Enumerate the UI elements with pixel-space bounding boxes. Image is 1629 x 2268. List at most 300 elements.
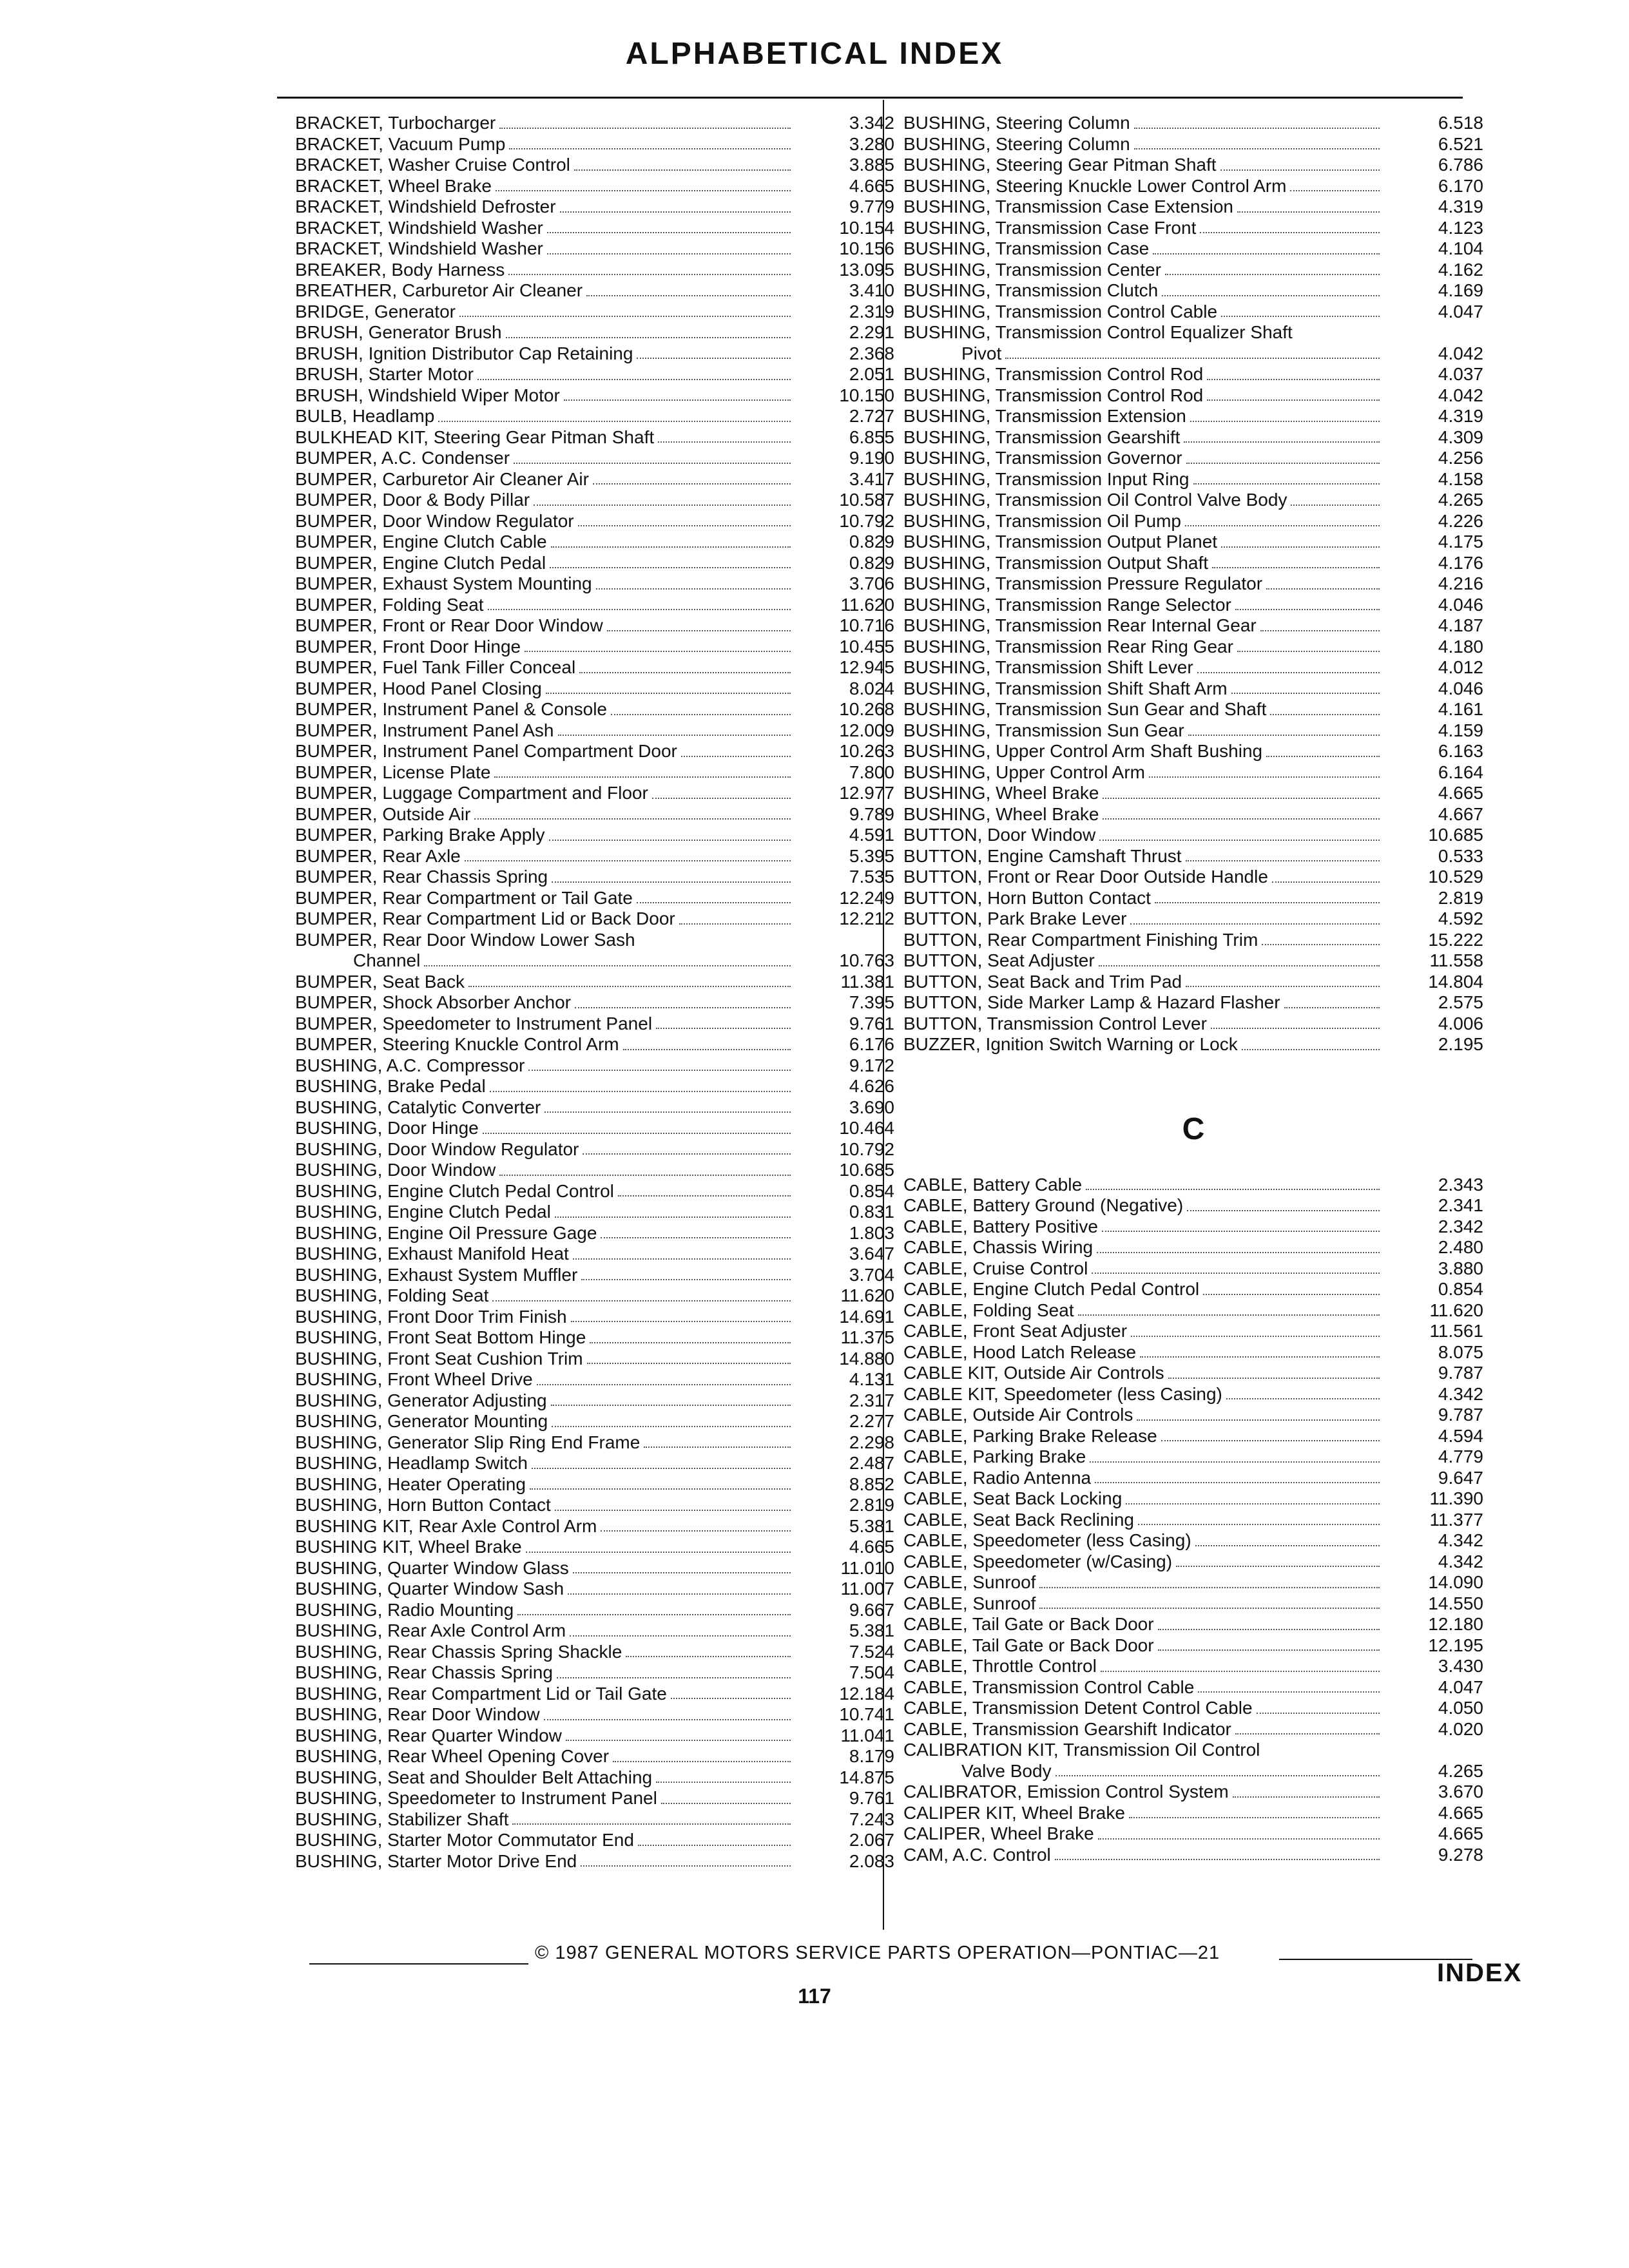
entry-name: BUMPER, Engine Clutch Cable	[295, 532, 547, 552]
dot-leader	[656, 1028, 791, 1029]
dot-leader	[492, 1300, 791, 1302]
footer-section-label: INDEX	[1437, 1959, 1523, 1987]
entry-page-ref: 2.083	[849, 1850, 894, 1871]
entry-page-ref: 2.368	[849, 343, 894, 363]
dot-leader	[546, 693, 791, 694]
entry-name: CABLE, Transmission Detent Control Cable	[903, 1698, 1253, 1718]
entry-name: CABLE, Throttle Control	[903, 1656, 1097, 1676]
index-entry	[295, 657, 894, 678]
index-entry	[903, 385, 1483, 407]
index-entry	[295, 427, 894, 448]
index-entry	[295, 1788, 894, 1809]
entry-page-ref: 2.298	[849, 1432, 894, 1452]
entry-page-ref: 6.521	[1438, 133, 1483, 154]
dot-leader	[508, 274, 791, 275]
entry-name: BUSHING, Steering Column	[903, 113, 1130, 133]
entry-page-ref: 10.154	[839, 217, 894, 238]
entry-page-ref: 4.175	[1438, 532, 1483, 552]
entry-name: BUSHING, Transmission Governor	[903, 448, 1182, 468]
entry-name: BUSHING, Starter Motor Commutator End	[295, 1830, 634, 1850]
entry-name: BUSHING, Transmission Pressure Regulator	[903, 573, 1263, 593]
entry-page-ref: 10.464	[839, 1118, 894, 1138]
entry-name: BUMPER, Rear Compartment Lid or Back Door	[295, 908, 675, 928]
dot-leader	[568, 1593, 791, 1595]
dot-leader	[1207, 399, 1380, 401]
index-entry	[903, 1384, 1483, 1405]
index-entry	[903, 113, 1483, 134]
index-entry	[295, 1725, 894, 1747]
entry-page-ref: 14.691	[839, 1306, 894, 1327]
dot-leader	[1231, 693, 1380, 694]
index-entry	[295, 1307, 894, 1328]
entry-name: BUTTON, Door Window	[903, 825, 1096, 845]
entry-page-ref: 10.716	[839, 615, 894, 635]
dot-leader	[525, 651, 791, 652]
dot-leader	[459, 316, 791, 317]
entry-name: BUMPER, Steering Knuckle Control Arm	[295, 1034, 619, 1054]
entry-name: BUSHING, Generator Mounting	[295, 1411, 548, 1431]
index-entry	[903, 1740, 1483, 1782]
dot-leader	[1184, 441, 1380, 443]
entry-name: CABLE, Parking Brake	[903, 1446, 1086, 1466]
entry-page-ref: 10.685	[839, 1160, 894, 1180]
entry-name: BUSHING, Front Wheel Drive	[295, 1369, 533, 1389]
index-entry	[903, 364, 1483, 385]
entry-page-ref: 0.829	[849, 532, 894, 552]
index-entry	[903, 762, 1483, 783]
entry-name: BUSHING, Transmission Case Extension	[903, 197, 1233, 216]
index-entry	[295, 867, 894, 888]
entry-name: BUSHING, Transmission Gearshift	[903, 427, 1181, 447]
index-entry	[903, 950, 1483, 972]
entry-name: CABLE KIT, Outside Air Controls	[903, 1363, 1164, 1383]
index-entry	[903, 908, 1483, 930]
dot-leader	[1092, 1273, 1380, 1274]
index-entry	[903, 1823, 1483, 1845]
index-entry	[903, 1237, 1483, 1258]
index-entry	[295, 741, 894, 762]
dot-leader	[465, 860, 791, 861]
index-entry	[295, 1851, 894, 1872]
index-entry	[903, 615, 1483, 637]
entry-name: BUSHING, Generator Slip Ring End Frame	[295, 1432, 641, 1452]
entry-name: CALIPER, Wheel Brake	[903, 1823, 1094, 1843]
entry-name: BUSHING, Transmission Center	[903, 259, 1161, 280]
entry-page-ref: 6.176	[849, 1034, 894, 1054]
entry-name: BUTTON, Horn Button Contact	[903, 887, 1151, 908]
entry-page-ref: 9.787	[1438, 1405, 1483, 1425]
entry-page-ref: 6.855	[849, 427, 894, 447]
entry-name: BUMPER, Front or Rear Door Window	[295, 615, 603, 635]
entry-name: BUSHING, Transmission Sun Gear and Shaft	[903, 699, 1267, 719]
dot-leader	[1140, 1356, 1380, 1358]
page-title: ALPHABETICAL INDEX	[625, 37, 1004, 71]
entry-name: BUSHING, Rear Wheel Opening Cover	[295, 1746, 610, 1766]
dot-leader	[1078, 1314, 1380, 1316]
index-entry	[295, 1097, 894, 1119]
dot-leader	[1193, 483, 1380, 485]
dot-leader	[1158, 1649, 1380, 1651]
dot-leader	[496, 190, 791, 191]
index-entry	[903, 637, 1483, 658]
index-entry	[295, 1516, 894, 1537]
entry-page-ref: 8.024	[849, 678, 894, 698]
index-entry	[903, 783, 1483, 804]
entry-name: BUSHING, Quarter Window Glass	[295, 1557, 569, 1578]
entry-name: BUMPER, A.C. Condenser	[295, 448, 510, 468]
entry-page-ref: 4.626	[849, 1076, 894, 1096]
dot-leader	[611, 714, 791, 715]
entry-name: BUSHING, Transmission Output Planet	[903, 532, 1218, 552]
dot-leader	[424, 965, 791, 966]
index-entry	[903, 846, 1483, 867]
index-entry	[295, 490, 894, 511]
dot-leader	[1291, 505, 1380, 506]
entry-page-ref: 12.249	[839, 887, 894, 908]
entry-name: BUMPER, Fuel Tank Filler Conceal	[295, 657, 576, 677]
index-entry	[903, 1552, 1483, 1573]
entry-name: BUSHING, Transmission Output Shaft	[903, 552, 1209, 573]
dot-leader	[590, 1342, 791, 1343]
dot-leader	[1168, 1378, 1380, 1379]
entry-page-ref: 11.377	[1429, 1509, 1483, 1530]
entry-name: BUMPER, Shock Absorber Anchor	[295, 992, 571, 1012]
dot-leader	[1198, 1691, 1380, 1693]
index-entry	[903, 699, 1483, 720]
dot-leader	[514, 463, 791, 464]
entry-name: BUMPER, Outside Air	[295, 803, 471, 824]
dot-leader	[1039, 1608, 1380, 1609]
dot-leader	[1207, 379, 1380, 380]
entry-page-ref: 2.575	[1438, 992, 1483, 1012]
entry-page-ref: 0.854	[849, 1180, 894, 1201]
index-entry	[903, 1635, 1483, 1657]
entry-name: CABLE, Tail Gate or Back Door	[903, 1614, 1154, 1634]
index-entry	[295, 783, 894, 804]
dot-leader	[1272, 881, 1380, 883]
dot-leader	[1090, 1461, 1380, 1463]
index-entry	[903, 1698, 1483, 1719]
entry-name: BUMPER, Instrument Panel & Console	[295, 699, 607, 719]
entry-name: BUSHING, Exhaust System Muffler	[295, 1264, 578, 1285]
entry-name: CABLE KIT, Speedometer (less Casing)	[903, 1383, 1222, 1404]
dot-leader	[494, 776, 791, 778]
index-entry	[295, 1432, 894, 1454]
entry-name: BRACKET, Windshield Washer	[295, 238, 543, 258]
dot-leader	[637, 358, 791, 359]
entry-name: BUSHING, Transmission Control Rod	[903, 364, 1204, 384]
entry-page-ref: 4.309	[1438, 427, 1483, 447]
entry-name: BUSHING, Rear Chassis Spring Shackle	[295, 1641, 622, 1662]
index-entry	[903, 1279, 1483, 1300]
dot-leader	[587, 1363, 791, 1364]
entry-page-ref: 4.047	[1438, 301, 1483, 322]
dot-leader	[1055, 1775, 1380, 1776]
index-column-left	[295, 113, 894, 1872]
dot-leader	[575, 1007, 791, 1008]
index-entry	[903, 867, 1483, 888]
entry-page-ref: 12.195	[1428, 1635, 1483, 1655]
entry-page-ref: 11.558	[1429, 950, 1483, 970]
index-entry	[295, 720, 894, 742]
entry-page-ref: 6.163	[1438, 741, 1483, 761]
dot-leader	[1134, 148, 1380, 149]
index-entry	[295, 197, 894, 218]
index-entry	[295, 1118, 894, 1139]
index-entry	[295, 364, 894, 385]
entry-page-ref: 3.670	[1438, 1782, 1483, 1802]
index-entry	[295, 972, 894, 993]
entry-name: BULB, Headlamp	[295, 406, 435, 426]
entry-page-ref: 4.319	[1438, 197, 1483, 216]
entry-name: BUTTON, Rear Compartment Finishing Trim	[903, 929, 1258, 950]
entry-name: BREATHER, Carburetor Air Cleaner	[295, 280, 583, 300]
dot-leader	[601, 1237, 791, 1238]
entry-page-ref: 8.179	[849, 1746, 894, 1766]
entry-page-ref: 0.831	[849, 1202, 894, 1222]
index-entry	[295, 699, 894, 720]
index-entry	[295, 1223, 894, 1244]
entry-name: BUTTON, Seat Back and Trim Pad	[903, 971, 1182, 992]
index-entry	[295, 1537, 894, 1558]
index-entry	[295, 825, 894, 846]
index-entry	[903, 1572, 1483, 1593]
dot-leader	[661, 1803, 791, 1804]
dot-leader	[1237, 211, 1380, 213]
entry-name: BUTTON, Front or Rear Door Outside Handle	[903, 867, 1268, 887]
index-entry	[295, 1809, 894, 1831]
dot-leader	[1260, 630, 1380, 631]
index-entry	[903, 469, 1483, 490]
entry-name: BUMPER, Hood Panel Closing	[295, 678, 542, 698]
dot-leader	[547, 253, 791, 255]
dot-leader	[566, 1740, 791, 1741]
dot-leader	[593, 483, 791, 485]
index-entry	[295, 1349, 894, 1370]
section-letter-c: C	[1182, 1111, 1205, 1146]
dot-leader	[671, 1698, 791, 1699]
entry-name: BUSHING KIT, Rear Axle Control Arm	[295, 1515, 597, 1536]
dot-leader	[1137, 1419, 1380, 1421]
index-entry	[295, 1579, 894, 1600]
entry-page-ref: 4.169	[1438, 280, 1483, 300]
entry-page-ref: 4.665	[1438, 1823, 1483, 1843]
entry-page-ref: 12.180	[1428, 1614, 1483, 1634]
entry-name: BUMPER, Carburetor Air Cleaner Air	[295, 468, 589, 489]
entry-page-ref: 14.550	[1428, 1593, 1483, 1613]
dot-leader	[1129, 1817, 1380, 1818]
dot-leader	[490, 1091, 791, 1092]
dot-leader	[558, 735, 791, 736]
entry-name: BRACKET, Vacuum Pump	[295, 133, 506, 154]
dot-leader	[1235, 1733, 1380, 1735]
entry-name: BRUSH, Ignition Distributor Cap Retaining	[295, 343, 633, 363]
dot-leader	[681, 756, 791, 757]
index-entry	[295, 762, 894, 783]
index-entry	[903, 1488, 1483, 1510]
dot-leader	[1211, 1028, 1380, 1029]
entry-page-ref: 10.741	[839, 1704, 894, 1724]
entry-name: BUSHING, Transmission Case	[903, 238, 1150, 258]
dot-leader	[551, 546, 791, 548]
entry-page-ref: 8.852	[849, 1474, 894, 1494]
index-entry	[903, 427, 1483, 448]
dot-leader	[534, 505, 791, 506]
entry-page-ref: 4.667	[1438, 803, 1483, 824]
entry-page-ref: 4.012	[1438, 657, 1483, 677]
dot-leader	[1126, 1503, 1380, 1504]
entry-name: BUZZER, Ignition Switch Warning or Lock	[903, 1034, 1238, 1054]
entry-name: BUSHING, Steering Gear Pitman Shaft	[903, 155, 1217, 175]
index-entry	[295, 134, 894, 155]
entry-page-ref: 4.042	[1438, 343, 1483, 363]
entry-page-ref: 10.685	[1428, 825, 1483, 845]
index-entry	[295, 155, 894, 176]
index-entry	[903, 1656, 1483, 1677]
entry-name: BUSHING, Transmission Rear Ring Gear	[903, 636, 1233, 657]
index-entry	[295, 1684, 894, 1705]
entry-page-ref: 14.804	[1428, 971, 1483, 992]
entry-page-ref: 10.763	[839, 950, 894, 970]
dot-leader	[1005, 358, 1380, 359]
entry-page-ref: 12.212	[839, 908, 894, 928]
entry-page-ref: 4.050	[1438, 1698, 1483, 1718]
index-entry	[295, 1558, 894, 1579]
entry-page-ref: 10.268	[839, 699, 894, 719]
index-entry	[295, 343, 894, 365]
entry-page-ref: 9.789	[849, 803, 894, 824]
entry-name: BUSHING, Front Seat Cushion Trim	[295, 1348, 583, 1369]
entry-page-ref: 4.187	[1438, 615, 1483, 635]
entry-name: BUSHING, Upper Control Arm Shaft Bushing	[903, 741, 1263, 761]
entry-page-ref: 2.317	[849, 1390, 894, 1410]
entry-page-ref: 3.690	[849, 1097, 894, 1117]
entry-name: CABLE, Seat Back Reclining	[903, 1509, 1134, 1530]
dot-leader	[517, 1614, 791, 1615]
entry-page-ref: 4.046	[1438, 678, 1483, 698]
dot-leader	[573, 1572, 791, 1573]
entry-name: BUSHING, Starter Motor Drive End	[295, 1850, 577, 1871]
index-entry	[295, 260, 894, 281]
dot-leader	[560, 211, 791, 213]
entry-name: BUSHING, Rear Compartment Lid or Tail Gate	[295, 1683, 667, 1704]
dot-leader	[1153, 253, 1380, 255]
index-entry	[903, 1216, 1483, 1238]
dot-leader	[1097, 1252, 1380, 1253]
index-entry	[903, 302, 1483, 323]
dot-leader	[1102, 1231, 1380, 1232]
entry-page-ref: 4.042	[1438, 385, 1483, 405]
index-entry	[903, 1719, 1483, 1740]
dot-leader	[1186, 860, 1380, 861]
entry-name: BUMPER, Parking Brake Apply	[295, 825, 545, 845]
entry-page-ref: 4.047	[1438, 1677, 1483, 1697]
entry-page-ref: 6.164	[1438, 762, 1483, 782]
dot-leader	[1158, 1629, 1380, 1630]
entry-page-ref: 0.854	[1438, 1279, 1483, 1299]
entry-page-ref: 4.020	[1438, 1718, 1483, 1739]
dot-leader	[644, 1446, 791, 1448]
entry-page-ref: 11.620	[1429, 1300, 1483, 1320]
entry-name: CAM, A.C. Control	[903, 1844, 1051, 1865]
entry-page-ref: 3.706	[849, 573, 894, 593]
entry-page-ref: 6.518	[1438, 113, 1483, 133]
entry-page-ref: 10.455	[839, 636, 894, 657]
entry-page-ref: 4.592	[1438, 908, 1483, 928]
entry-name-continued: Pivot	[961, 343, 1002, 363]
index-entry	[295, 1390, 894, 1412]
entry-page-ref: 4.665	[1438, 783, 1483, 803]
dot-leader	[544, 1719, 791, 1720]
entry-page-ref: 12.945	[839, 657, 894, 677]
entry-page-ref: 4.256	[1438, 448, 1483, 468]
entry-page-ref: 15.222	[1428, 929, 1483, 950]
entry-page-ref: 10.150	[839, 385, 894, 405]
index-entry	[295, 322, 894, 343]
entry-page-ref: 14.090	[1428, 1572, 1483, 1592]
entry-page-ref: 2.819	[1438, 887, 1483, 908]
index-entry	[295, 553, 894, 574]
dot-leader	[537, 1384, 791, 1385]
index-entry	[903, 1446, 1483, 1468]
dot-leader	[1284, 1007, 1380, 1008]
entry-name: CABLE, Speedometer (less Casing)	[903, 1530, 1191, 1550]
dot-leader	[1233, 1796, 1380, 1798]
dot-leader	[1138, 1524, 1380, 1525]
dot-leader	[1290, 190, 1380, 191]
index-entry	[295, 280, 894, 302]
entry-page-ref: 3.430	[1438, 1656, 1483, 1676]
entry-name: BUSHING, Door Window Regulator	[295, 1139, 579, 1159]
entry-page-ref: 4.037	[1438, 364, 1483, 384]
entry-name: BUSHING, Rear Quarter Window	[295, 1725, 562, 1745]
entry-page-ref: 9.779	[849, 197, 894, 216]
dot-leader	[552, 881, 791, 883]
entry-name: BUMPER, License Plate	[295, 762, 491, 782]
index-entry	[295, 930, 894, 972]
dot-leader	[1235, 609, 1380, 610]
entry-name: BUSHING, Transmission Oil Control Valve Body	[903, 490, 1287, 510]
entry-name: BUMPER, Rear Door Window Lower Sash	[295, 929, 635, 950]
dot-leader	[1221, 546, 1380, 548]
index-entry	[295, 573, 894, 595]
entry-name: CABLE, Transmission Control Cable	[903, 1677, 1195, 1697]
dot-leader	[564, 399, 791, 401]
entry-page-ref: 10.792	[839, 1139, 894, 1159]
dot-leader	[528, 1070, 791, 1071]
dot-leader	[618, 1195, 791, 1196]
index-entry	[295, 1139, 894, 1160]
dot-leader	[1220, 169, 1380, 171]
dot-leader	[596, 588, 791, 590]
entry-name: BUSHING, Transmission Clutch	[903, 280, 1159, 300]
entry-name: BUSHING, Transmission Oil Pump	[903, 510, 1181, 531]
entry-page-ref: 8.075	[1438, 1341, 1483, 1362]
entry-name: CABLE, Speedometer (w/Casing)	[903, 1551, 1173, 1571]
entry-page-ref: 12.009	[839, 720, 894, 740]
dot-leader	[1103, 818, 1380, 820]
index-entry	[903, 511, 1483, 532]
index-entry	[295, 1495, 894, 1516]
entry-name: BUSHING, Transmission Shift Lever	[903, 657, 1193, 677]
entry-name: BUMPER, Instrument Panel Compartment Door	[295, 741, 677, 761]
index-entry	[295, 1704, 894, 1725]
index-column-right	[903, 113, 1483, 1865]
index-entry	[903, 1034, 1483, 1055]
entry-name: CABLE, Chassis Wiring	[903, 1237, 1094, 1257]
entry-name: BUMPER, Speedometer to Instrument Panel	[295, 1013, 653, 1033]
dot-leader	[483, 1133, 791, 1134]
